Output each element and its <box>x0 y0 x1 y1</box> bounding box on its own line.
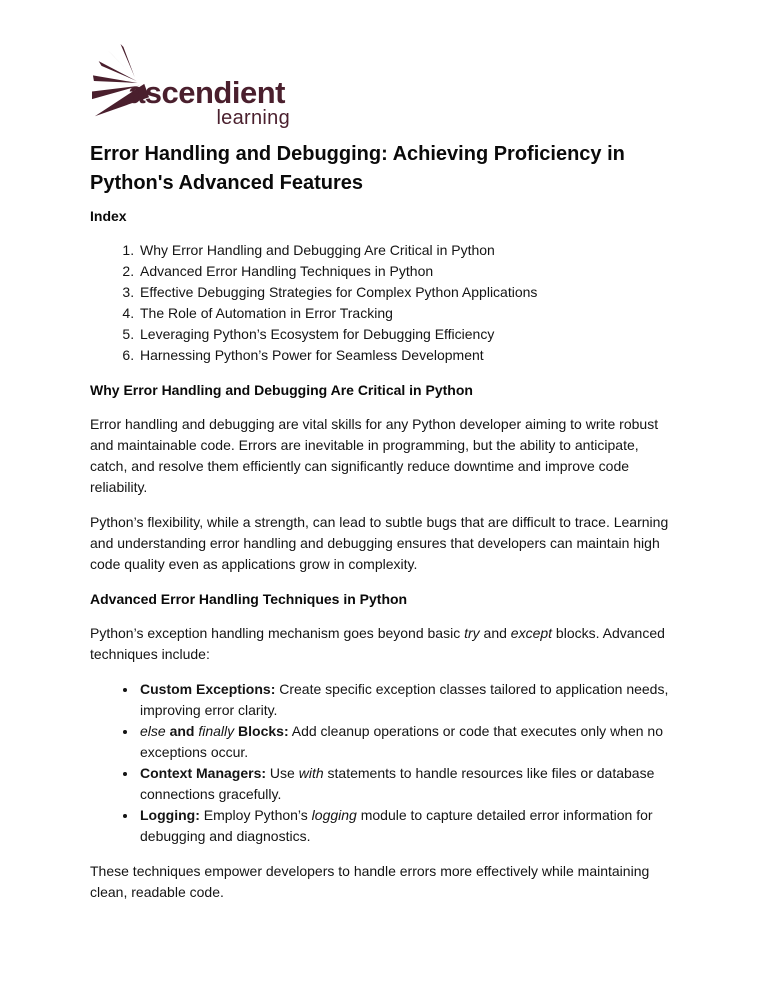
techniques-list <box>90 679 678 847</box>
index-item-2: 2. Advanced Error Handling Techniques in Python <box>138 261 678 282</box>
paragraph-techniques-intro: Python’s exception handling mechanism goes beyond basic try and except blocks. Advanced techniques include: <box>90 625 665 662</box>
index-item-5: 5. Leveraging Python’s Ecosystem for Debugging Efficiency <box>138 324 678 345</box>
section-heading-advanced-techniques: Advanced Error Handling Techniques in Python <box>90 591 408 607</box>
index-list <box>90 240 678 366</box>
paragraph-critical-1: Error handling and debugging are vital skills for any Python developer aiming to write robust and maintainable code. Errors are inevitable in programming, but the ability to anticipate, catch, and resolve them efficiently can significantly reduce downtime and improve code reliability. <box>90 416 659 495</box>
document-title-line-2: Python's Advanced Features <box>90 172 363 194</box>
paragraph-closing: These techniques empower developers to handle errors more effectively while maintaining clean, readable code. <box>90 863 650 900</box>
logo-brand-text: ascendient <box>128 75 285 110</box>
logo <box>90 40 310 128</box>
index-heading: Index <box>90 208 127 224</box>
index-item-4: 4. The Role of Automation in Error Tracking <box>138 303 678 324</box>
logo-wordmark <box>128 76 290 128</box>
bullet-item-else-finally-blocks: • else and finally Blocks: Add cleanup operations or code that executes only when no exceptions occur. <box>138 721 678 763</box>
document-title <box>90 140 678 198</box>
paragraph-critical-2: Python’s flexibility, while a strength, can lead to subtle bugs that are difficult to trace. Learning and understanding error handling and debugging ensures that developers can maintain high code quality even as applications grow in complexity. <box>90 514 669 572</box>
bullet-item-context-managers: • Context Managers: Use with statements to handle resources like files or database connections gracefully. <box>138 763 678 805</box>
index-item-6: 6. Harnessing Python’s Power for Seamless Development <box>138 345 678 366</box>
section-heading-why-critical: Why Error Handling and Debugging Are Critical in Python <box>90 382 473 398</box>
index-item-1: 1. Why Error Handling and Debugging Are Critical in Python <box>138 240 678 261</box>
bullet-item-custom-exceptions: • Custom Exceptions: Create specific exception classes tailored to application needs, improving error clarity. <box>138 679 678 721</box>
index-item-3: 3. Effective Debugging Strategies for Complex Python Applications <box>138 282 678 303</box>
logo-tagline-text: learning <box>216 107 290 129</box>
document-title-line-1: Error Handling and Debugging: Achieving Proficiency in <box>90 143 625 165</box>
bullet-item-logging: • Logging: Employ Python’s logging module to capture detailed error information for debugging and diagnostics. <box>138 805 678 847</box>
